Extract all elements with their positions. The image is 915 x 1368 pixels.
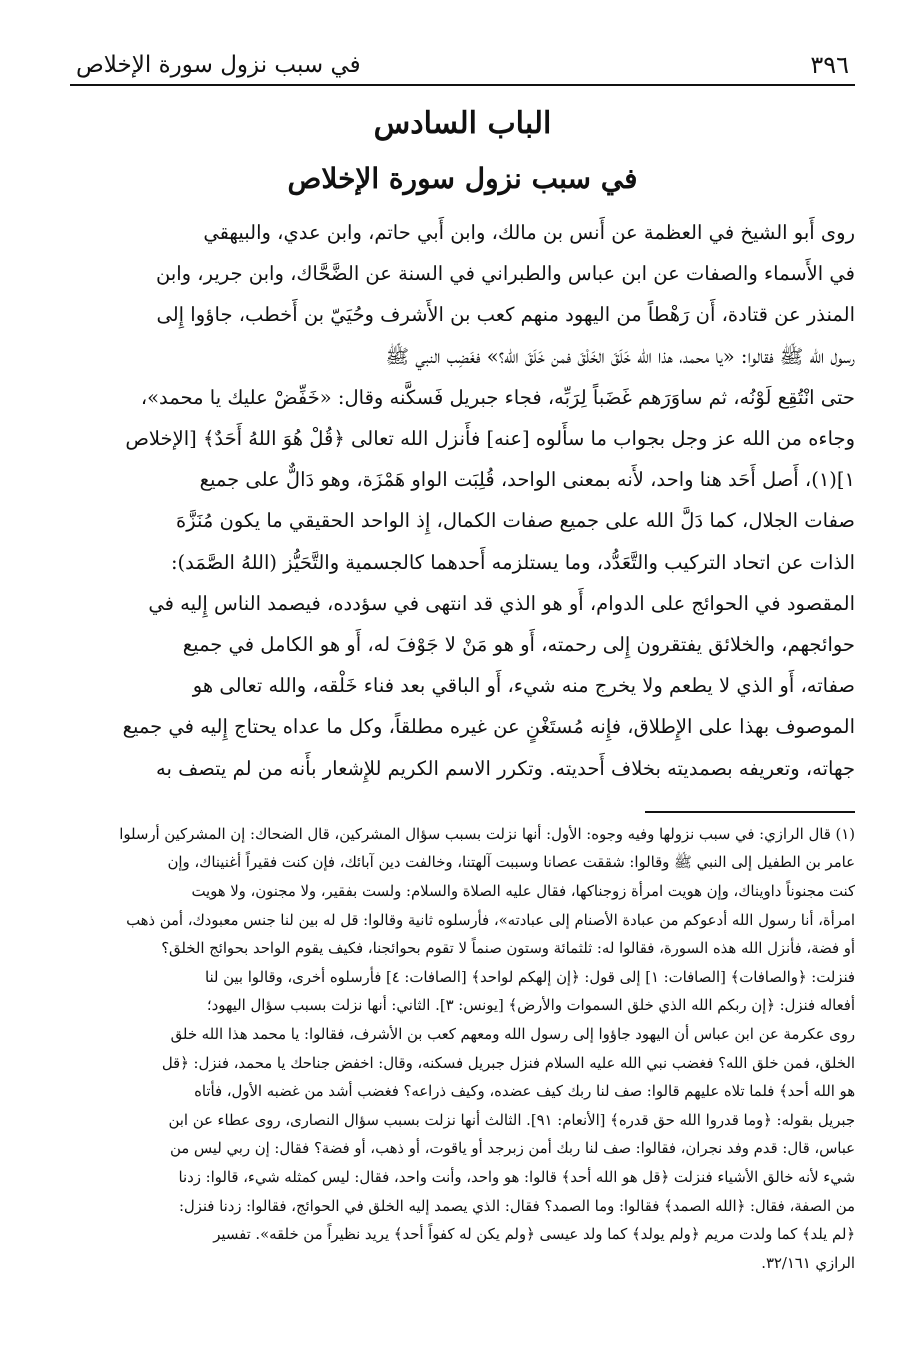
- footnote-line: روى عكرمة عن ابن عباس أن اليهود جاؤوا إلى رسول الله ومعهم كعب بن الأشرف، فقالوا: يا محمد هذا الله خلق: [170, 1026, 855, 1043]
- footnotes: [70, 821, 855, 1279]
- body-line: الموصوف بهذا على الإِطلاق، فإِنه مُستَغْنٍ عن غيره مطلقاً، وكل ما عداه يحتاج إِليه في جميع: [122, 715, 855, 739]
- body-line: وجاءه من الله عز وجل بجواب ما سأَلوه [عنه] فأَنزل الله تعالى ﴿قُلْ هُوَ اللهُ أَحَدٌ﴾ [الإخلاص: [125, 427, 855, 451]
- body-line: حتى انْتُقِع لَوْنُه، ثم ساوَرَهم غَضَباً لِرَبِّه، فجاء جبريل فَسكَّنه وقال: «خَفِّضْ عليك يا محمد»،: [140, 385, 855, 409]
- body-line: رسول الله ﷺ فقالوا: «يا محمد، هذا الله خَلَقَ الخَلْقَ فمن خَلَقَ الله؟» فغَضِب النبي ﷺ: [385, 344, 855, 368]
- footnote-line: هو الله أحد﴾ فلما تلاه عليهم قالوا: صف لنا ربك كيف عضده، وكيف ذراعه؟ فغضب أشد من غضبه الأول، فأتاه: [194, 1083, 855, 1101]
- footnote-line: الرازي ٣٢/١٦١.: [761, 1254, 855, 1272]
- section-title: في سبب نزول سورة الإخلاص: [287, 162, 638, 195]
- footnote-line: امرأة، أنا رسول الله أدعوكم من عبادة الأصنام إلى عبادته»، فأرسلوه ثانية وقالوا: قل له بين لنا جنس معبودك، أمن ذهب: [126, 911, 855, 929]
- footnote-divider: [645, 811, 855, 813]
- footnote-line: عامر بن الطفيل إلى النبي ﷺ وقالوا: شققت عصانا وسببت آلهتنا، وخالفت دين آبائك، فإن كنت فقيراً أغنيناك، وإن: [167, 854, 855, 872]
- footnote-line: جبريل بقوله: ﴿وما قدروا الله حق قدره﴾ [الأنعام: ٩١]. الثالث أنها نزلت بسبب سؤال النصارى، روى عطاء عن ابن: [168, 1111, 855, 1129]
- body-line: حوائجهم، والخلائق يفتقرون إِلى رحمته، أَو هو مَنْ لا جَوْفَ له، أَو هو الكامل في جميع: [182, 633, 855, 657]
- footnote-line: شيء لأنه خالق الأشياء فنزلت ﴿قل هو الله أحد﴾ قالوا: هو واحد، وأنت واحد، فقال: ليس كمثله شيء، قالوا: زدنا: [178, 1168, 855, 1186]
- footnote-line: كنت مجنوناً داويناك، وإن هويت امرأة زوجناكها، فقال عليه الصلاة والسلام: ولست بفقير، ولا مجنون، ولا هويت: [191, 883, 855, 901]
- footnote-line: (١) قال الرازي: في سبب نزولها وفيه وجوه: الأول: أنها نزلت بسبب سؤال المشركين، قال الضحاك: إن المشركين أرسلوا: [119, 825, 855, 843]
- body-text: [70, 212, 855, 789]
- footnote-line: أو فضة، فأنزل الله هذه السورة، فقالوا له: ثلثمائة وستون صنماً لا تقوم بحوائجنا، فكيف يقوم الواحد بحوائج الخلق؟: [161, 940, 855, 958]
- body-line: المنذر عن قتادة، أَن رَهْطاً من اليهود منهم كعب بن الأَشرف وحُيَيّ بن أَخطب، جاؤوا إِلى: [156, 303, 855, 327]
- body-line: روى أَبو الشيخ في العظمة عن أَنس بن مالك، وابن أَبي حاتم، وابن عدي، والبيهقي: [203, 221, 855, 244]
- running-title: في سبب نزول سورة الإخلاص: [76, 52, 361, 78]
- footnote-line: الخلق، فمن خلق الله؟ فغضب نبي الله عليه السلام فنزل جبريل فسكنه، وقال: اخفض جناحك يا محمد، فنزل: ﴿قل: [161, 1054, 855, 1072]
- footnote-line: من الصفة، فقال: ﴿الله الصمد﴾ فقالوا: وما الصمد؟ فقال: الذي يصمد إليه الخلق في الحوائج، فقالوا: زدنا فنزل:: [178, 1197, 855, 1215]
- footnote-line: أفعاله فنزل: ﴿إن ربكم الله الذي خلق السموات والأرض﴾ [يونس: ٣]. الثاني: أنها نزلت بسبب سؤال اليهود؛: [206, 997, 855, 1015]
- footnote-line: فنزلت: ﴿والصافات﴾ [الصافات: ١] إلى قول: ﴿إن إلهكم لواحد﴾ [الصافات: ٤] فأرسلوه أخرى، وقالوا بين لنا: [204, 968, 855, 986]
- page-number: ٣٩٦: [810, 51, 849, 79]
- footnote-line: ﴿لم يلد﴾ كما ولدت مريم ﴿ولم يولد﴾ كما ولد عيسى ﴿ولم يكن له كفواً أحد﴾ يريد نظيراً من خلقه». تفسير: [213, 1226, 855, 1244]
- body-line: ١](١)، أَصل أَحَد هنا واحد، لأَنه بمعنى الواحد، قُلِبَت الواو هَمْزَة، وهو دَالٌّ على جميع: [199, 468, 855, 492]
- page-header: [70, 50, 855, 86]
- body-line: الذات عن اتحاد التركيب والتَّعَدُّد، وما يستلزمه أَحدهما كالجسمية والتَّحَيُّز (اللهُ الصَّمَد):: [170, 550, 855, 574]
- chapter-title: الباب السادس: [373, 106, 552, 141]
- body-line: صفات الجلال، كما دَلَّ الله على جميع صفات الكمال، إِذ الواحد الحقيقي ما يكون مُنَزَّهَ: [176, 509, 855, 533]
- footnote-line: عباس، قال: قدم وفد نجران، فقالوا: صف لنا ربك أمن زبرجد أو ياقوت، أو ذهب، أو فضة؟ فقال: إن ربي ليس من: [170, 1140, 855, 1158]
- body-line: في الأَسماء والصفات عن ابن عباس والطبراني في السنة عن الضَّحَّاك، وابن جرير، وابن: [155, 262, 855, 286]
- body-line: المقصود في الحوائج على الدوام، أَو هو الذي قد انتهى في سؤدده، فيصمد الناس إِليه في: [148, 591, 855, 615]
- body-line: جهاته، وتعريفه بصمديته بخلاف أَحديته. وتكرر الاسم الكريم للإِشعار بأَنه من لم يتصف به: [155, 756, 855, 780]
- body-line: صفاته، أَو الذي لا يطعم ولا يخرج منه شيء، أَو الباقي بعد فناء خَلْقه، والله تعالى هو: [192, 674, 855, 698]
